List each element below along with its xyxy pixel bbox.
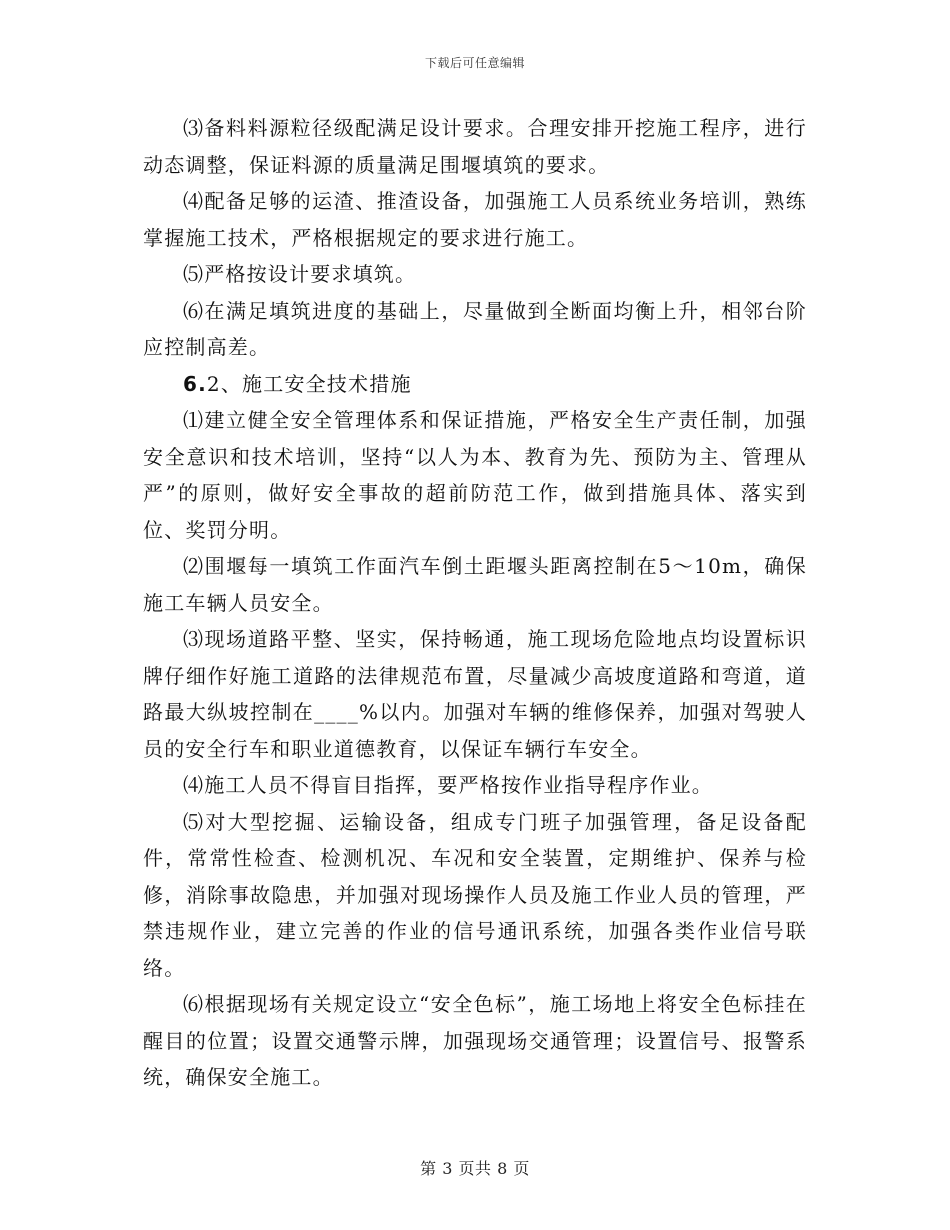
section-heading (143, 366, 807, 403)
section-title: 2、施工安全技术措施 (206, 371, 412, 396)
page-header: 下载后可任意编辑 (424, 56, 525, 70)
page-footer: 第 3 页共 8 页 (420, 1159, 530, 1178)
safety-paragraph-1: ⑴建立健全安全管理体系和保证措施，严格安全生产责任制，加强安全意识和技术培训，坚持“以人为本、教育为先、预防为主、管理从严”的原则，做好安全事故的超前防范工作，做到措施具体、落实到位、奖罚分明。 (143, 408, 807, 542)
safety-paragraph-5: ⑸对大型挖掘、运输设备，组成专门班子加强管理，备足设备配件，常常性检查、检测机况、车况和安全装置，定期维护、保养与检修，消除事故隐患，并加强对现场操作人员及施工作业人员的管理，严禁违规作业，建立完善的作业的信号通讯系统，加强各类作业信号联络。 (143, 809, 807, 980)
safety-paragraph-2: ⑵围堰每一填筑工作面汽车倒土距堰头距离控制在5～10m，确保施工车辆人员安全。 (143, 554, 807, 615)
paragraph-6: ⑹在满足填筑进度的基础上，尽量做到全断面均衡上升，相邻台阶应控制高差。 (143, 298, 807, 359)
section-number: 6. (183, 371, 207, 396)
paragraph-3: ⑶备料料源粒径级配满足设计要求。合理安排开挖施工程序，进行动态调整，保证料源的质量满足围堰填筑的要求。 (143, 116, 807, 177)
safety-paragraph-6: ⑹根据现场有关规定设立“安全色标”，施工场地上将安全色标挂在醒目的位置；设置交通警示牌，加强现场交通管理；设置信号、报警系统，确保安全施工。 (143, 992, 807, 1089)
safety-paragraph-4: ⑷施工人员不得盲目指挥，要严格按作业指导程序作业。 (183, 773, 713, 797)
paragraph-5: ⑸严格按设计要求填筑。 (183, 262, 417, 286)
safety-paragraph-3: ⑶现场道路平整、坚实，保持畅通，施工现场危险地点均设置标识牌仔细作好施工道路的法律规范布置，尽量减少高坡度道路和弯道，道路最大纵坡控制在____%以内。加强对车辆的维修保养，加强对驾驶人员的安全行车和职业道德教育，以保证车辆行车安全。 (143, 627, 807, 761)
document-body (143, 110, 807, 1096)
paragraph-4: ⑷配备足够的运渣、推渣设备，加强施工人员系统业务培训，熟练掌握施工技术，严格根据规定的要求进行施工。 (143, 189, 807, 250)
